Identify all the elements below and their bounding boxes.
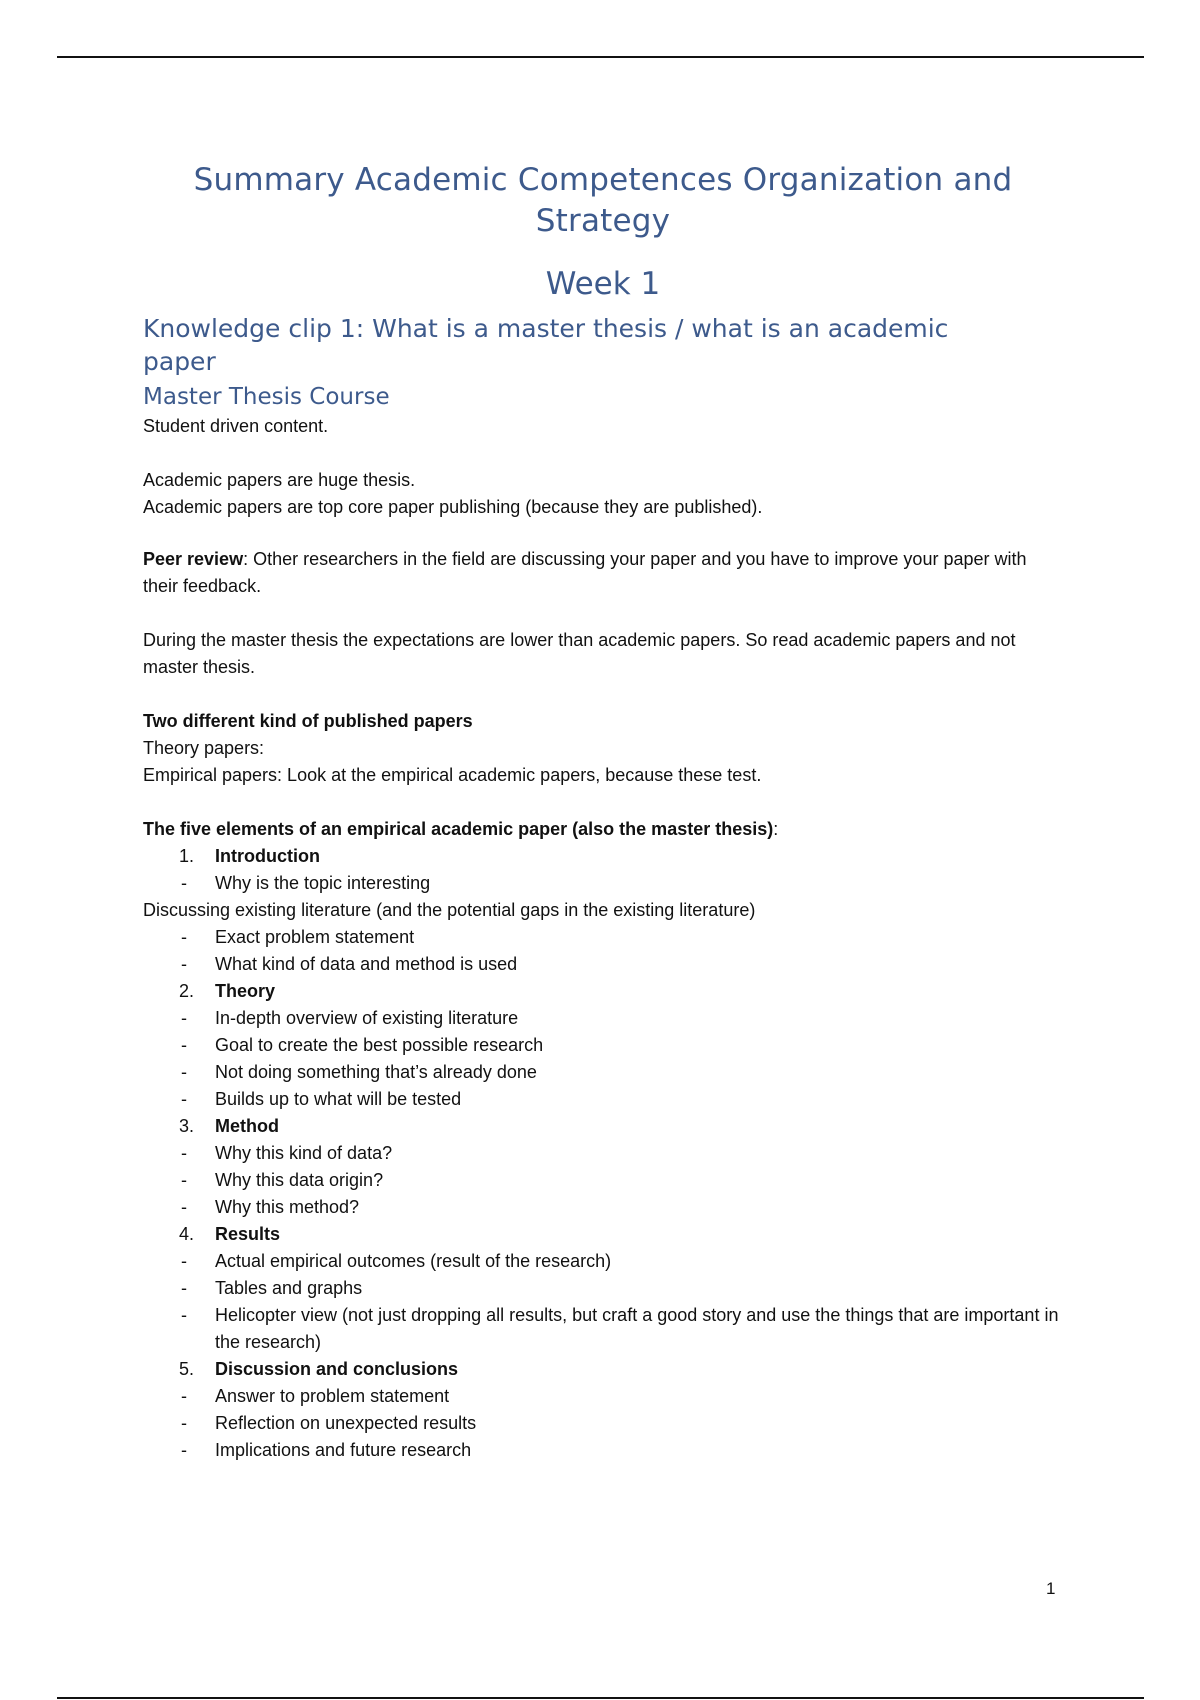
list-item: - Goal to create the best possible research [181,1035,544,1055]
list-number: 1. [179,846,195,866]
introduction-note: Discussing existing literature (and the potential gaps in the existing literature) [143,900,756,920]
expectations-paragraph: During the master thesis the expectations are lower than academic papers. So read academic papers and not master thesis. [143,630,1016,677]
list-item: - Why this kind of data? [181,1143,393,1163]
list-item: - What kind of data and method is used [181,954,518,974]
document-title: Summary Academic Competences Organization and Strategy [193,162,1013,239]
empirical-papers-text: Empirical papers: Look at the empirical academic papers, because these test. [143,765,762,785]
section-theory: 2. Theory [143,978,1063,1005]
academic-top-text: Academic papers are top core paper publishing (because they are published). [143,497,763,517]
list-item: - Reflection on unexpected results [181,1413,477,1433]
list-number: 4. [179,1224,195,1244]
list-item: - Actual empirical outcomes (result of the research) [181,1251,612,1271]
section-discussion-conclusions: 5. Discussion and conclusions [143,1356,1063,1383]
page-number: 1 [1046,1579,1056,1598]
section-method: 3. Method [143,1113,1063,1140]
section-results: 4. Results [143,1221,1063,1248]
list-item: - Implications and future research [181,1440,472,1460]
list-item: - In-depth overview of existing literature [181,1008,519,1028]
academic-huge-text: Academic papers are huge thesis. [143,470,416,490]
list-item: - Why this data origin? [181,1170,384,1190]
list-item: - Tables and graphs [181,1278,363,1298]
list-item: - Why is the topic interesting [181,873,431,893]
list-item: - Builds up to what will be tested [181,1089,462,1109]
theory-papers-text: Theory papers: [143,738,265,758]
peer-review-term: Peer review [143,549,244,569]
list-item: - Answer to problem statement [181,1386,450,1406]
week-heading: Week 1 [545,266,661,302]
list-item: - Why this method? [181,1197,360,1217]
peer-review-definition: : Other researchers in the field are discussing your paper and you have to improve your paper with their feedback. [143,549,1027,596]
top-rule [57,56,1144,58]
document-body [143,160,1063,1464]
five-elements-heading: The five elements of an empirical academic paper (also the master thesis): [143,819,779,839]
list-item: - Not doing something that’s already done [181,1062,537,1082]
section-introduction: 1. Introduction [143,843,1063,870]
bottom-rule [57,1697,1144,1699]
two-kinds-heading: Two different kind of published papers [143,711,473,731]
student-driven-text: Student driven content. [143,416,329,436]
master-thesis-course-heading: Master Thesis Course [143,384,390,410]
list-item: - Helicopter view (not just dropping all results, but craft a good story and use the things that are important in the research) [181,1305,1059,1352]
peer-review-paragraph [143,546,1063,600]
list-item: - Exact problem statement [181,927,415,947]
list-number: 3. [179,1116,195,1136]
knowledge-clip-heading: Knowledge clip 1: What is a master thesis / what is an academic paper [143,314,949,376]
list-number: 2. [179,981,195,1001]
list-number: 5. [179,1359,195,1379]
